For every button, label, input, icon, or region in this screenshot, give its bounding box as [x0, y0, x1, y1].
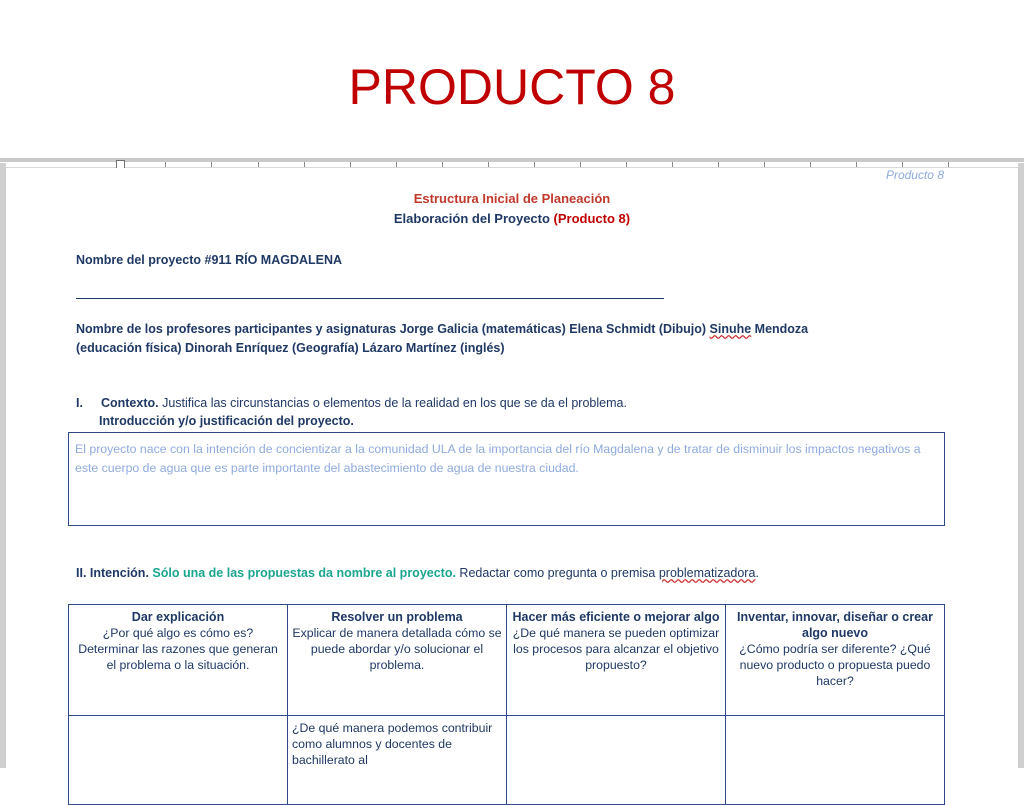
document-ruler[interactable] [0, 158, 1024, 168]
ruler-tick [764, 162, 765, 167]
column-body: ¿Por qué algo es cómo es? Determinar las razones que generan el problema o la situación. [78, 626, 278, 672]
ruler-tick [211, 162, 212, 167]
project-name: Nombre del proyecto #911 RÍO MAGDALENA [76, 253, 343, 267]
teachers-text: Nombre de los profesores participantes y asignaturas Jorge Galicia (matemáticas) Elena Schmidt (Dibujo) [76, 322, 710, 336]
spellcheck-word-problematizadora[interactable]: problematizadora [658, 566, 756, 580]
header-tag: Producto 8 [885, 168, 944, 182]
ruler-tick [672, 162, 673, 167]
column-header: Resolver un problema [331, 610, 463, 624]
ruler-tick [856, 162, 857, 167]
spellcheck-word[interactable]: Sinuhe [709, 322, 752, 336]
ruler-tick [718, 162, 719, 167]
context-subheading: Introducción y/o justificación del proyecto. [99, 414, 354, 428]
ruler-tick [304, 162, 305, 167]
ruler-tick [258, 162, 259, 167]
ruler-tick [350, 162, 351, 167]
context-text-box[interactable] [68, 432, 945, 526]
ruler-tick [810, 162, 811, 167]
subtitle-suffix: (Producto 8) [553, 211, 631, 226]
context-heading: Contexto. [100, 396, 159, 410]
intention-heading: II. Intención. [76, 566, 149, 580]
intention-note: Sólo una de las propuestas da nombre al proyecto. [152, 566, 456, 580]
ruler-tick [488, 162, 489, 167]
column-body: ¿De qué manera se pueden optimizar los procesos para alcanzar el objetivo propuesto? [512, 626, 720, 672]
answer-cell[interactable] [726, 716, 945, 805]
answer-cell[interactable] [69, 716, 288, 805]
answer-cell[interactable] [507, 716, 726, 805]
intention-end: . [755, 566, 759, 580]
ruler-tick [626, 162, 627, 167]
document-subtitle [6, 211, 1018, 226]
intention-instruction: Redactar como pregunta o premisa [455, 566, 659, 580]
document-margin-right [1018, 163, 1024, 768]
table-cell-innovate[interactable] [726, 605, 945, 716]
ruler-tick [396, 162, 397, 167]
column-body: ¿Cómo podría ser diferente? ¿Qué nuevo producto o propuesta puedo hacer? [739, 642, 931, 688]
answer-cell[interactable]: ¿De qué manera podemos contribuir como alumnos y docentes de bachillerato al [288, 716, 507, 805]
document-title: Estructura Inicial de Planeación [413, 191, 611, 206]
subtitle-text: Elaboración del Proyecto [393, 211, 550, 226]
context-box-text: El proyecto nace con la intención de concientizar a la comunidad ULA de la importancia del río Magdalena y de tratar de disminuir los impactos negativos a este cuerpo de agua que es parte importante del abastecimiento de agua de nuestra ciudad. [75, 442, 921, 475]
ruler-tick [902, 162, 903, 167]
teachers-line-2: (educación física) Dinorah Enríquez (Geografía) Lázaro Martínez (inglés) [76, 341, 505, 355]
context-numeral: I. [76, 396, 83, 410]
table-answer-row [69, 716, 945, 805]
ruler-tick [534, 162, 535, 167]
slide-title: PRODUCTO 8 [348, 59, 676, 115]
teachers-text-end: Mendoza [751, 322, 809, 336]
ruler-tick [948, 162, 949, 167]
column-header: Hacer más eficiente o mejorar algo [512, 610, 720, 624]
intention-heading-line [76, 566, 759, 580]
column-header: Dar explicación [131, 610, 225, 624]
context-heading-line [76, 396, 627, 410]
table-cell-efficiency[interactable] [507, 605, 726, 716]
table-cell-explanation[interactable] [69, 605, 288, 716]
column-body: Explicar de manera detallada cómo se puede abordar y/o solucionar el problema. [292, 626, 502, 672]
column-header: Inventar, innovar, diseñar o crear algo nuevo [737, 610, 933, 640]
teachers-line-1 [76, 322, 808, 336]
table-header-row [69, 605, 945, 716]
ruler-tick [442, 162, 443, 167]
table-cell-solve-problem[interactable] [288, 605, 507, 716]
divider-line [76, 298, 664, 299]
ruler-tick [165, 162, 166, 167]
context-instruction: Justifica las circunstancias o elementos de la realidad en los que se da el problema. [158, 396, 627, 410]
ruler-tick [580, 162, 581, 167]
document-page[interactable] [6, 168, 1018, 768]
intention-table [68, 604, 945, 805]
